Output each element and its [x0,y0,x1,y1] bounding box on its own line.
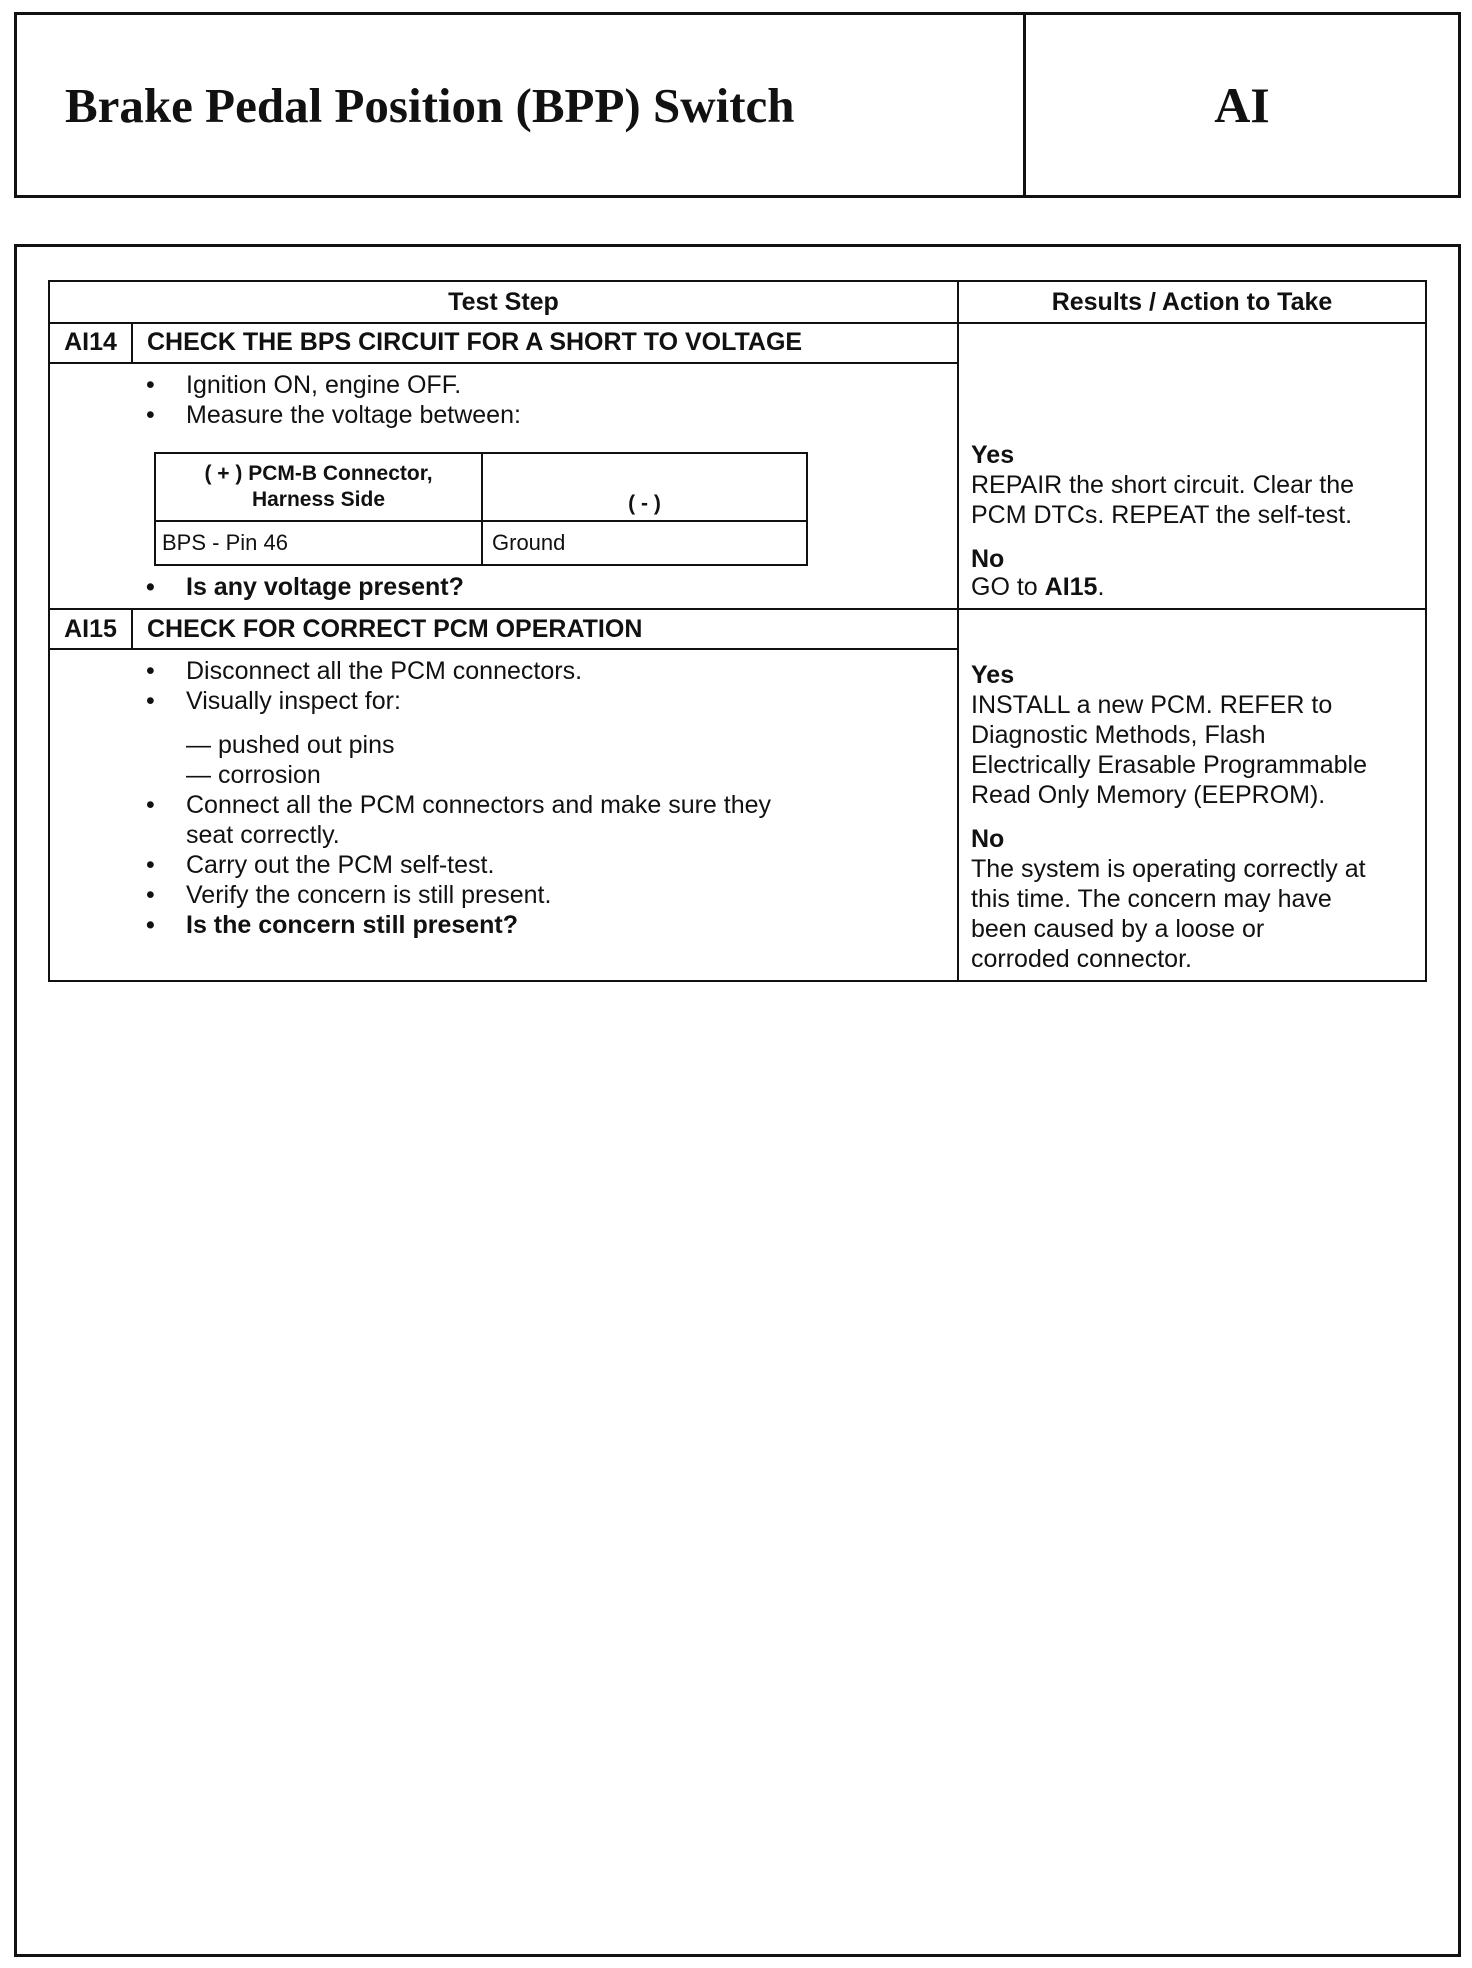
bullet-icon: • [146,573,155,601]
result-no-text: GO to AI15. [971,573,1105,601]
result-yes-label: Yes [971,661,1015,689]
section-code: AI [1214,77,1270,133]
result-yes-text: Diagnostic Methods, Flash [971,721,1266,749]
connector-header-positive: ( + ) PCM-B Connector, Harness Side [204,462,433,511]
bullet-icon: • [146,657,155,685]
bullet-icon: • [146,401,155,429]
step-title: CHECK FOR CORRECT PCM OPERATION [147,614,643,643]
result-no-text: this time. The concern may have [971,885,1332,913]
connector-header-negative: ( - ) [628,492,661,515]
step-id: AI15 [50,610,133,648]
bullet-icon: • [146,371,155,399]
bullet-icon: • [146,881,155,909]
result-no-label: No [971,545,1005,573]
list-item-continued: seat correctly. [186,821,340,849]
step-header-ai15 [50,608,957,650]
column-divider [957,282,959,980]
result-no-label: No [971,825,1005,853]
connector-cell-positive: BPS - Pin 46 [162,530,288,555]
header-results: Results / Action to Take [1051,287,1333,316]
bullet-icon: • [146,911,155,939]
step-title: CHECK THE BPS CIRCUIT FOR A SHORT TO VOLTAGE [147,327,803,356]
list-sub-item: — pushed out pins [186,731,395,759]
result-yes-text: Read Only Memory (EEPROM). [971,781,1326,809]
connector-cell-negative: Ground [492,530,566,555]
header-test-step: Test Step [448,287,559,316]
test-step-table: Test Step Results / Action to Take AI14 CHECK THE BPS CIRCUIT FOR A SHORT TO VOLTAGE • Ignition ON, engine OFF. • Measure the voltage between: ( + ) PCM-B Connector, Harness Side ( - ) BPS - Pin 46 Ground • Is any voltage present? Yes REPAIR the short circuit. Clear the PCM DTCs. REPEAT the self-test. No GO to AI15. AI15 CHECK FOR CORRECT PCM OPERATION • Disconnect all the PCM connectors. • Visually inspect for: — pushed out pins — corrosion • Connect all the PCM connectors and make sure they seat correctly. • Carry out the PCM self-test. • Verify the concern is still present. • Is the concern still present? Yes INSTALL a new PCM. REFER to Diagnostic Methods, Flash Electrically Erasable Programmable Read Only Memory (EEPROM). No The system is operating correctly at this time. The concern may have been caused by a loose or corroded connector. [48,280,1427,982]
bullet-icon: • [146,687,155,715]
result-yes-text: INSTALL a new PCM. REFER to [971,691,1333,719]
connector-table [154,452,808,566]
result-yes-text: PCM DTCs. REPEAT the self-test. [971,501,1353,529]
row-divider [957,608,1425,610]
result-no-text: The system is operating correctly at [971,855,1366,883]
result-no-text: been caused by a loose or [971,915,1265,943]
table-header-row [50,282,1425,324]
result-yes-text: REPAIR the short circuit. Clear the [971,471,1355,499]
bullet-icon: • [146,851,155,879]
step-header-ai14 [50,322,957,364]
page-header [14,12,1461,198]
result-yes-text: Electrically Erasable Programmable [971,751,1367,779]
result-no-text: corroded connector. [971,945,1192,973]
result-yes-label: Yes [971,441,1015,469]
bullet-icon: • [146,791,155,819]
page-title: Brake Pedal Position (BPP) Switch [17,15,1026,195]
step-id: AI14 [50,322,133,362]
list-sub-item: — corrosion [186,761,321,789]
step-link-ai15[interactable]: AI15 [1044,573,1098,601]
